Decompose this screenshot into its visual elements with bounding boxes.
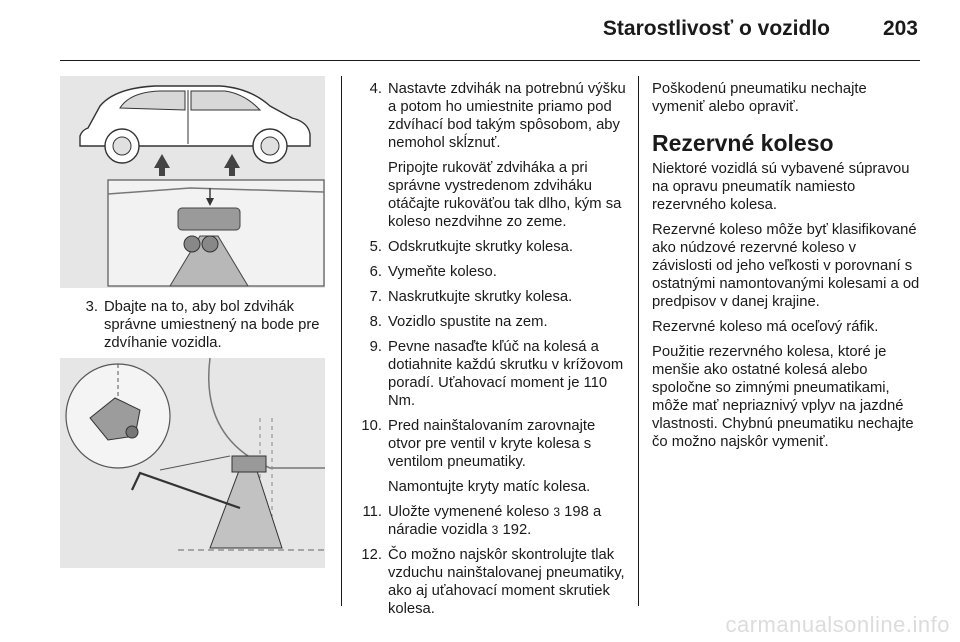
list-item-number: 7.: [369, 289, 382, 305]
list-item: [344, 313, 630, 331]
watermark: carmanualsonline.info: [725, 612, 950, 637]
header-rule: [60, 60, 920, 61]
list-item-text: Pred nainštalovaním zarovnajte otvor pre ventil v kryte kolesa s ventilom pneumatiky.: [388, 418, 596, 470]
list-item-number: 9.: [369, 339, 382, 355]
list-item: [344, 503, 630, 539]
list-item-text: Vymeňte koleso.: [388, 264, 497, 280]
column-3: [652, 80, 920, 458]
paragraph: Rezervné koleso môže byť klasifikované ako núdzové rezervné koleso v závislosti od jeho veľkosti v porovnaní s ostatnými namontovanými kolesami a od predpisov v danej krajine.: [652, 222, 920, 310]
list-item: [344, 338, 630, 410]
list-item-text: Čo možno najskôr skontrolujte tlak vzduchu nainštalovanej pneumatiky, ako aj uťahovací moment skrutiek kolesa.: [388, 547, 625, 617]
list-item-subparagraph: Namontujte kryty matíc kolesa.: [388, 479, 591, 495]
page-reference-icon[interactable]: 3: [553, 505, 561, 519]
page-reference[interactable]: 192.: [502, 522, 532, 538]
list-item-number: 12.: [361, 547, 382, 563]
list-item-number: 4.: [369, 81, 382, 97]
list-item-subparagraph: Pripojte rukoväť zdviháka a pri správne vystredenom zdviháku otáčajte rukoväťou tak dlho, kým sa koleso nezdvihne zo zeme.: [388, 160, 622, 230]
column-2: [344, 80, 630, 625]
page-reference[interactable]: 198: [564, 504, 589, 520]
section-heading: Rezervné koleso: [652, 130, 834, 156]
paragraph: Použitie rezervného kolesa, ktoré je menšie ako ostatné kolesá alebo spoločne so zimnými pneumatikami, môže mať nepriaznivý vplyv na jazdné vlastnosti. Chybnú pneumatiku nechajte čo možno najskôr vymeniť.: [652, 344, 914, 450]
jack-under-sill-icon: [60, 358, 325, 568]
column-1: [60, 298, 330, 359]
list-item: [60, 298, 330, 352]
page-reference-icon[interactable]: 3: [491, 523, 499, 537]
jack-placement-figure: [60, 358, 325, 568]
list-item: [344, 417, 630, 496]
list-item-number: 11.: [362, 504, 382, 520]
paragraph: Niektoré vozidlá sú vybavené súpravou na opravu pneumatík namiesto rezervného kolesa.: [652, 161, 910, 213]
page-header: [0, 0, 960, 60]
list-item-text: Vozidlo spustite na zem.: [388, 314, 548, 330]
list-item-text: Naskrutkujte skrutky kolesa.: [388, 289, 573, 305]
list-item: [344, 238, 630, 256]
intro-paragraph: Poškodenú pneumatiku nechajte vymeniť alebo opraviť.: [652, 81, 867, 115]
car-jack-point-figure: [60, 76, 325, 288]
list-item-text: Pevne nasaďte kľúč na kolesá a dotiahnite každú skrutku v krížovom poradí. Uťahovací moment je 110 Nm.: [388, 339, 624, 409]
list-item-number: 10.: [361, 418, 382, 434]
page-number: 203: [882, 17, 918, 40]
list-item-number: 6.: [369, 264, 382, 280]
list-item-text: [388, 503, 630, 539]
list-item-text-part: a náradie vozidla: [388, 504, 602, 538]
paragraph: Rezervné koleso má oceľový ráfik.: [652, 319, 879, 335]
list-item-number: 8.: [369, 314, 382, 330]
car-jacking-points-icon: [60, 76, 325, 288]
list-item-number: 5.: [369, 239, 382, 255]
list-item-text: Nastavte zdvihák na potrebnú výšku a potom ho umiestnite priamo pod zdvíhací bod takým spôsobom, aby nemohol skĺznuť.: [388, 81, 626, 151]
column-divider-2: [638, 76, 639, 606]
list-item: [344, 263, 630, 281]
column-divider-1: [341, 76, 342, 606]
list-item-text-part: Uložte vymenené koleso: [388, 504, 550, 520]
list-item: [344, 546, 630, 618]
page-title: Starostlivosť o vozidlo: [602, 17, 830, 40]
list-item-number: 3.: [85, 299, 98, 315]
list-item: [344, 80, 630, 231]
list-item: [344, 288, 630, 306]
list-item-text: Dbajte na to, aby bol zdvihák správne umiestnený na bode pre zdvíhanie vozidla.: [104, 299, 320, 351]
list-item-text: Odskrutkujte skrutky kolesa.: [388, 239, 574, 255]
